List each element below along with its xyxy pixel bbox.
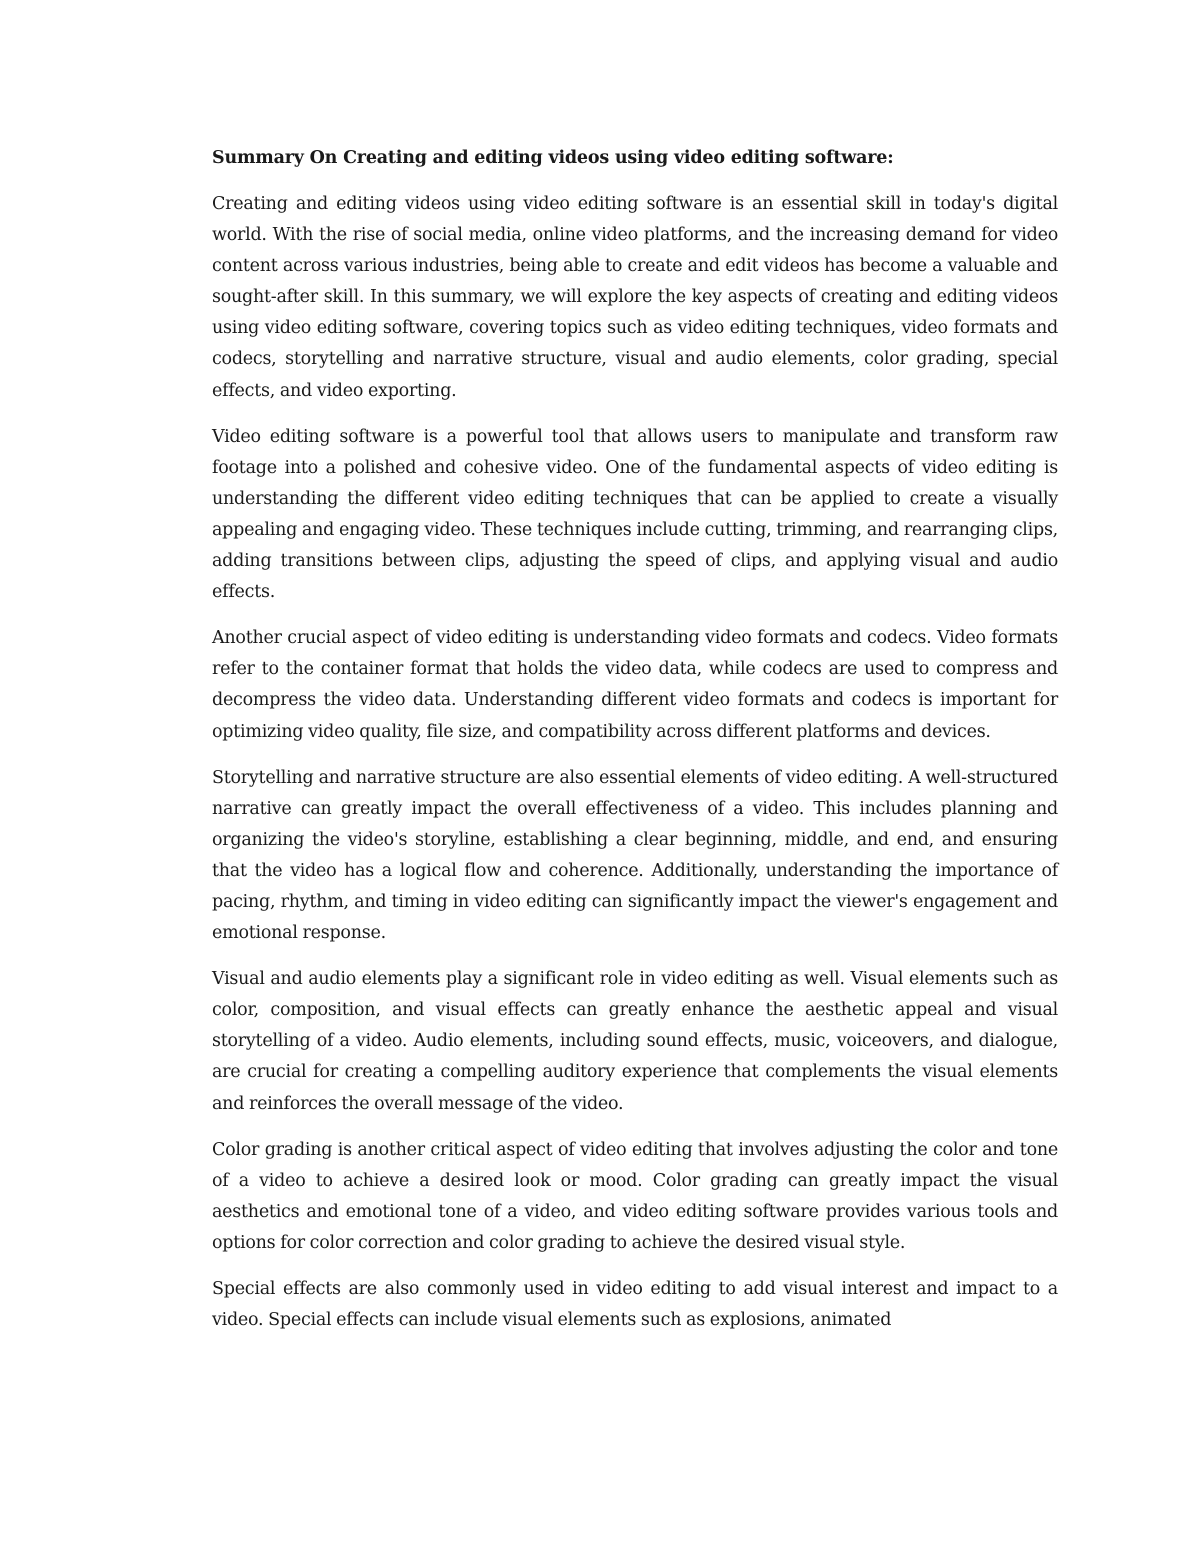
paragraph-storytelling: Storytelling and narrative structure are also essential elements of video editing. A well-structured narrative can greatly impact the overall effectiveness of a video. This includes planning and organizing the video's storyline, establishing a clear beginning, middle, and end, and ensuring that the video has a logical flow and coherence. Additionally, understanding the importance of pacing, rhythm, and timing in video editing can significantly impact the viewer's engagement and emotional response.	[212, 767, 1058, 944]
document-body	[212, 143, 1058, 1351]
paragraph-special-effects: Special effects are also commonly used in video editing to add visual interest and impact to a video. Special effects can include visual elements such as explosions, animated	[212, 1279, 1058, 1331]
paragraph-color-grading: Color grading is another critical aspect of video editing that involves adjusting the color and tone of a video to achieve a desired look or mood. Color grading can greatly impact the visual aesthetics and emotional tone of a video, and video editing software provides various tools and options for color correction and color grading to achieve the desired visual style.	[212, 1139, 1058, 1253]
paragraph-editing-techniques: Video editing software is a powerful tool that allows users to manipulate and transform raw footage into a polished and cohesive video. One of the fundamental aspects of video editing is understanding the different video editing techniques that can be applied to create a visually appealing and engaging video. These techniques include cutting, trimming, and rearranging clips, adding transitions between clips, adjusting the speed of clips, and applying visual and audio effects.	[212, 426, 1058, 603]
document-title: Summary On Creating and editing videos using video editing software:	[212, 148, 894, 168]
paragraph-formats-codecs: Another crucial aspect of video editing is understanding video formats and codecs. Video formats refer to the container format that holds the video data, while codecs are used to compress and decompress the video data. Understanding different video formats and codecs is important for optimizing video quality, file size, and compatibility across different platforms and devices.	[212, 628, 1058, 742]
paragraph-intro: Creating and editing videos using video editing software is an essential skill in today's digital world. With the rise of social media, online video platforms, and the increasing demand for video content across various industries, being able to create and edit videos has become a valuable and sought-after skill. In this summary, we will explore the key aspects of creating and editing videos using video editing software, covering topics such as video editing techniques, video formats and codecs, storytelling and narrative structure, visual and audio elements, color grading, special effects, and video exporting.	[212, 194, 1058, 401]
paragraph-visual-audio: Visual and audio elements play a significant role in video editing as well. Visual elements such as color, composition, and visual effects can greatly enhance the aesthetic appeal and visual storytelling of a video. Audio elements, including sound effects, music, voiceovers, and dialogue, are crucial for creating a compelling auditory experience that complements the visual elements and reinforces the overall message of the video.	[212, 969, 1058, 1114]
